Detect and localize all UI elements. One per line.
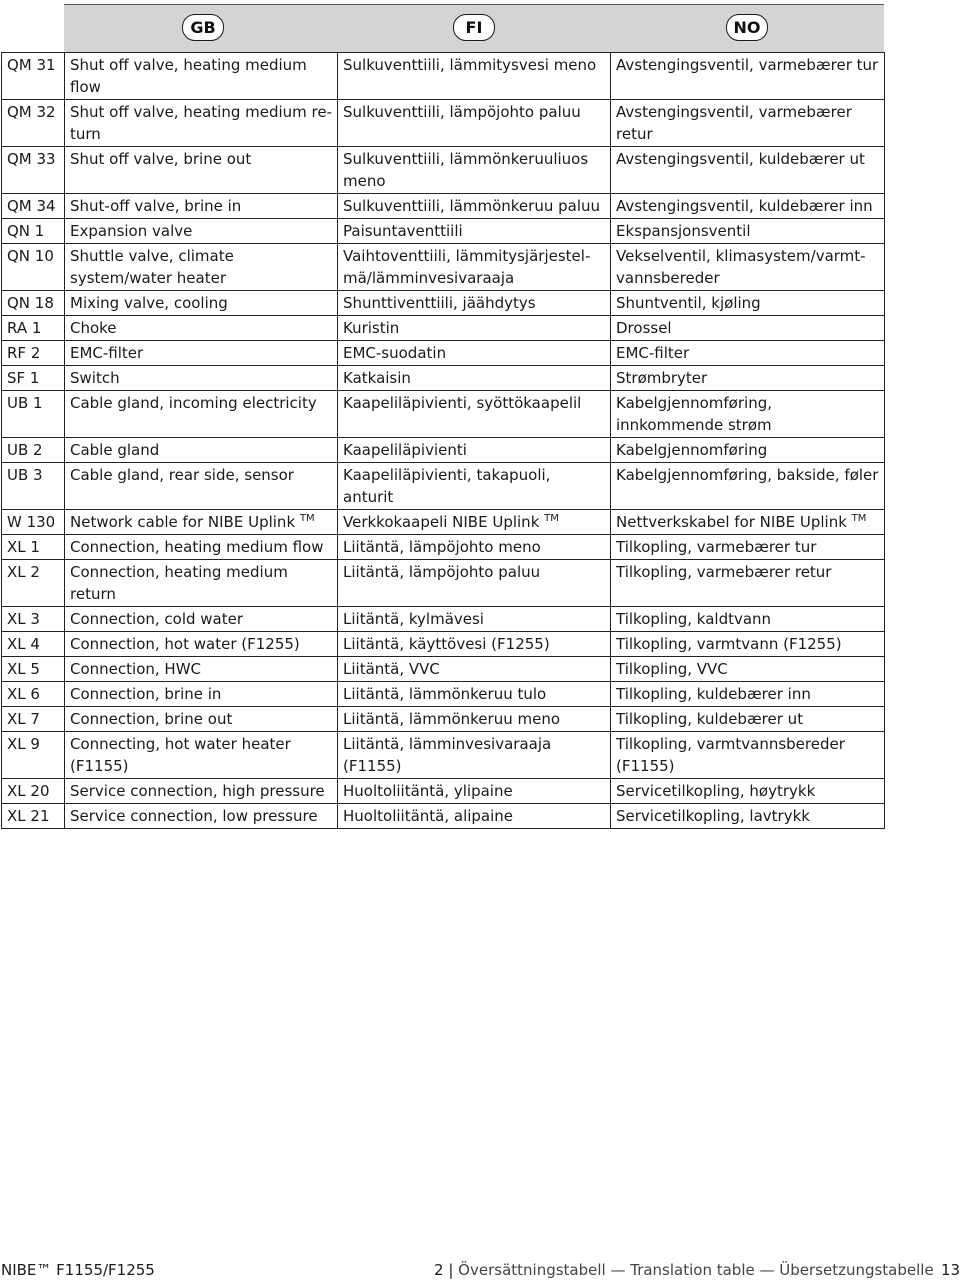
fi-cell [338, 244, 611, 291]
code-cell-text: XL 4 [7, 635, 40, 653]
footer-chapter [434, 1259, 934, 1281]
fi-cell-text: Kuristin [343, 319, 400, 337]
gb-cell [65, 707, 338, 732]
gb-cell [65, 560, 338, 607]
no-cell-text: Tilkopling, varmebærer tur [616, 538, 817, 556]
fi-cell-text: Verkkokaapeli NIBE Uplink [343, 513, 540, 531]
table-row [2, 291, 885, 316]
language-badge-gb: GB [182, 14, 224, 41]
fi-cell [338, 147, 611, 194]
table-row [2, 779, 885, 804]
code-cell [2, 100, 65, 147]
gb-cell [65, 779, 338, 804]
gb-cell-text: Expansion valve [70, 222, 193, 240]
no-cell [611, 194, 885, 219]
fi-cell-text: Liitäntä, VVC [343, 660, 440, 678]
code-cell-text: XL 2 [7, 563, 40, 581]
fi-cell-text: Sulkuventtiili, lämpöjohto paluu [343, 103, 581, 121]
code-cell [2, 194, 65, 219]
no-cell-text: Tilkopling, kaldtvann [616, 610, 772, 628]
code-cell [2, 291, 65, 316]
no-cell [611, 707, 885, 732]
gb-cell-text: Connection, brine in [70, 685, 222, 703]
translation-table [1, 52, 885, 829]
no-cell [611, 316, 885, 341]
fi-cell [338, 463, 611, 510]
fi-cell-text: Liitäntä, lämmönkeruu tulo [343, 685, 547, 703]
fi-cell-text: Kaapeliläpivienti, syöttökaapelil [343, 394, 582, 412]
no-cell [611, 535, 885, 560]
fi-cell-text: Liitäntä, lämpöjohto paluu [343, 563, 541, 581]
gb-cell-text: Connection, hot water (F1255) [70, 635, 300, 653]
no-cell-text: Avstengingsventil, kuldebærer ut [616, 150, 865, 168]
gb-cell [65, 219, 338, 244]
no-cell-text: Nettverkskabel for NIBE Uplink [616, 513, 847, 531]
code-cell [2, 316, 65, 341]
gb-cell [65, 463, 338, 510]
fi-cell-text: Paisuntaventtiili [343, 222, 463, 240]
no-cell-text: Servicetilkopling, høytrykk [616, 782, 816, 800]
code-cell-text: RF 2 [7, 344, 41, 362]
no-cell [611, 438, 885, 463]
table-row [2, 657, 885, 682]
gb-cell-text: Connecting, hot water heater (F1155) [70, 735, 291, 775]
code-cell [2, 707, 65, 732]
fi-cell-text: Sulkuventtiili, lämmönkeruu paluu [343, 197, 600, 215]
no-cell [611, 366, 885, 391]
language-header-bar [64, 4, 884, 52]
gb-cell [65, 732, 338, 779]
fi-cell [338, 560, 611, 607]
no-cell [611, 147, 885, 194]
code-cell [2, 804, 65, 829]
footer-chapter-number: 2 [434, 1261, 444, 1279]
fi-cell [338, 100, 611, 147]
gb-cell-text: Cable gland [70, 441, 160, 459]
no-cell-text: Tilkopling, varmtvannsbereder (F1155) [616, 735, 845, 775]
no-cell-text: Tilkopling, varmtvann (F1255) [616, 635, 842, 653]
code-cell-text: UB 2 [7, 441, 43, 459]
code-cell [2, 219, 65, 244]
gb-cell-text: Mixing valve, cooling [70, 294, 228, 312]
fi-cell [338, 194, 611, 219]
no-cell [611, 657, 885, 682]
no-cell-text: Kabelgjennomføring [616, 441, 768, 459]
code-cell [2, 682, 65, 707]
no-cell-text: Kabelgjennomføring, innkommende strøm [616, 394, 772, 434]
no-cell-text: Vekselventil, klimasystem/varmt- vannsbereder [616, 247, 866, 287]
gb-cell [65, 366, 338, 391]
fi-cell-text: Sulkuventtiili, lämmitysvesi meno [343, 56, 597, 74]
no-cell [611, 732, 885, 779]
gb-cell [65, 510, 338, 535]
fi-cell [338, 804, 611, 829]
no-cell-text: Avstengingsventil, kuldebærer inn [616, 197, 873, 215]
trademark-mark: TM [851, 513, 867, 524]
no-cell-text: EMC-filter [616, 344, 690, 362]
code-cell-text: QN 10 [7, 247, 54, 265]
code-cell [2, 779, 65, 804]
code-cell-text: RA 1 [7, 319, 42, 337]
no-cell [611, 341, 885, 366]
gb-cell-text: Service connection, low pressure [70, 807, 318, 825]
no-cell [611, 391, 885, 438]
fi-cell [338, 632, 611, 657]
code-cell [2, 244, 65, 291]
footer-page-number: 13 [941, 1261, 960, 1279]
gb-cell [65, 657, 338, 682]
fi-cell [338, 682, 611, 707]
fi-cell-text: Kaapeliläpivienti [343, 441, 467, 459]
code-cell-text: XL 5 [7, 660, 40, 678]
trademark-mark: TM [544, 513, 559, 524]
fi-cell [338, 657, 611, 682]
gb-cell-text: Network cable for NIBE Uplink [70, 513, 296, 531]
fi-cell-text: Liitäntä, lämmönkeruu meno [343, 710, 561, 728]
no-cell [611, 53, 885, 100]
gb-cell [65, 291, 338, 316]
gb-cell-text: EMC-filter [70, 344, 144, 362]
gb-cell [65, 244, 338, 291]
table-row [2, 366, 885, 391]
fi-cell-text: Shunttiventtiili, jäähdytys [343, 294, 536, 312]
table-row [2, 732, 885, 779]
gb-cell [65, 632, 338, 657]
gb-cell [65, 391, 338, 438]
fi-cell-text: Liitäntä, lämpöjohto meno [343, 538, 541, 556]
code-cell-text: W 130 [7, 513, 56, 531]
no-cell [611, 510, 885, 535]
gb-cell [65, 804, 338, 829]
fi-cell-text: EMC-suodatin [343, 344, 447, 362]
no-cell-text: Ekspansjonsventil [616, 222, 751, 240]
fi-cell [338, 316, 611, 341]
table-row [2, 100, 885, 147]
gb-cell-text: Switch [70, 369, 120, 387]
fi-cell [338, 438, 611, 463]
table-row [2, 607, 885, 632]
fi-cell-text: Katkaisin [343, 369, 411, 387]
fi-cell [338, 732, 611, 779]
fi-cell-text: Liitäntä, lämminvesivaraaja (F1155) [343, 735, 552, 775]
fi-cell [338, 535, 611, 560]
code-cell-text: UB 3 [7, 466, 43, 484]
language-badge-no: NO [726, 14, 768, 41]
no-cell [611, 291, 885, 316]
fi-cell-text: Huoltoliitäntä, ylipaine [343, 782, 513, 800]
gb-cell [65, 194, 338, 219]
no-cell-text: Tilkopling, VVC [616, 660, 728, 678]
trademark-mark: TM [299, 513, 315, 524]
fi-cell [338, 607, 611, 632]
gb-cell [65, 341, 338, 366]
fi-cell-text: Sulkuventtiili, lämmönkeruuliuos meno [343, 150, 589, 190]
gb-cell [65, 535, 338, 560]
gb-cell [65, 147, 338, 194]
code-cell [2, 53, 65, 100]
gb-cell-text: Connection, HWC [70, 660, 201, 678]
gb-cell-text: Service connection, high pressure [70, 782, 325, 800]
fi-cell [338, 341, 611, 366]
table-row [2, 438, 885, 463]
no-cell [611, 100, 885, 147]
footer-product: NIBE™ F1155/F1255 [1, 1261, 155, 1279]
no-cell-text: Avstengingsventil, varmebærer tur [616, 56, 879, 74]
no-cell [611, 779, 885, 804]
table-row [2, 219, 885, 244]
table-row [2, 194, 885, 219]
table-row [2, 535, 885, 560]
gb-cell-text: Connection, heating medium return [70, 563, 288, 603]
no-cell-text: Strømbryter [616, 369, 708, 387]
code-cell [2, 607, 65, 632]
no-cell-text: Drossel [616, 319, 672, 337]
code-cell-text: XL 6 [7, 685, 40, 703]
gb-cell [65, 53, 338, 100]
code-cell [2, 560, 65, 607]
language-badge-fi: FI [453, 14, 495, 41]
no-cell [611, 632, 885, 657]
code-cell-text: QM 33 [7, 150, 56, 168]
footer-separator: | [448, 1261, 454, 1279]
fi-cell [338, 53, 611, 100]
gb-cell [65, 100, 338, 147]
code-cell-text: XL 9 [7, 735, 40, 753]
gb-cell-text: Shuttle valve, climate system/water heater [70, 247, 234, 287]
code-cell [2, 341, 65, 366]
gb-cell-text: Shut-off valve, brine in [70, 197, 242, 215]
table-row [2, 804, 885, 829]
code-cell-text: XL 1 [7, 538, 40, 556]
no-cell [611, 463, 885, 510]
code-cell [2, 147, 65, 194]
fi-cell [338, 707, 611, 732]
no-cell-text: Tilkopling, varmebærer retur [616, 563, 832, 581]
table-row [2, 560, 885, 607]
code-cell-text: XL 3 [7, 610, 40, 628]
table-row [2, 632, 885, 657]
table-row [2, 707, 885, 732]
no-cell [611, 560, 885, 607]
code-cell [2, 657, 65, 682]
no-cell-text: Tilkopling, kuldebærer inn [616, 685, 811, 703]
table-row [2, 463, 885, 510]
code-cell-text: QN 1 [7, 222, 45, 240]
no-cell [611, 219, 885, 244]
code-cell-text: QM 34 [7, 197, 56, 215]
table-row [2, 53, 885, 100]
fi-cell [338, 779, 611, 804]
code-cell [2, 632, 65, 657]
no-cell [611, 607, 885, 632]
fi-cell [338, 219, 611, 244]
gb-cell [65, 607, 338, 632]
code-cell-text: UB 1 [7, 394, 43, 412]
no-cell [611, 244, 885, 291]
gb-cell-text: Connection, brine out [70, 710, 233, 728]
code-cell [2, 391, 65, 438]
fi-cell-text: Huoltoliitäntä, alipaine [343, 807, 514, 825]
gb-cell-text: Shut off valve, heating medium flow [70, 56, 307, 96]
code-cell-text: XL 21 [7, 807, 50, 825]
no-cell-text: Shuntventil, kjøling [616, 294, 761, 312]
table-row [2, 341, 885, 366]
code-cell-text: QN 18 [7, 294, 54, 312]
code-cell-text: XL 20 [7, 782, 50, 800]
table-row [2, 682, 885, 707]
code-cell [2, 535, 65, 560]
gb-cell [65, 438, 338, 463]
gb-cell [65, 682, 338, 707]
code-cell [2, 732, 65, 779]
gb-cell-text: Shut off valve, heating medium re- turn [70, 103, 333, 143]
footer-chapter-title: Översättningstabell — Translation table — Übersetzungstabelle [458, 1261, 934, 1279]
no-cell-text: Servicetilkopling, lavtrykk [616, 807, 810, 825]
code-cell [2, 366, 65, 391]
fi-cell-text: Liitäntä, kylmävesi [343, 610, 484, 628]
fi-cell [338, 291, 611, 316]
fi-cell [338, 510, 611, 535]
code-cell [2, 463, 65, 510]
gb-cell [65, 316, 338, 341]
code-cell-text: SF 1 [7, 369, 40, 387]
table-row [2, 147, 885, 194]
gb-cell-text: Choke [70, 319, 117, 337]
no-cell [611, 804, 885, 829]
code-cell-text: XL 7 [7, 710, 40, 728]
no-cell-text: Kabelgjennomføring, bakside, føler [616, 466, 879, 484]
code-cell [2, 438, 65, 463]
fi-cell-text: Liitäntä, käyttövesi (F1255) [343, 635, 550, 653]
table-row [2, 391, 885, 438]
gb-cell-text: Cable gland, rear side, sensor [70, 466, 294, 484]
fi-cell [338, 391, 611, 438]
table-row [2, 244, 885, 291]
no-cell-text: Avstengingsventil, varmebærer retur [616, 103, 852, 143]
gb-cell-text: Connection, cold water [70, 610, 244, 628]
gb-cell-text: Cable gland, incoming electricity [70, 394, 317, 412]
gb-cell-text: Shut off valve, brine out [70, 150, 252, 168]
table-row [2, 316, 885, 341]
table-row [2, 510, 885, 535]
code-cell-text: QM 32 [7, 103, 56, 121]
fi-cell-text: Kaapeliläpivienti, takapuoli, anturit [343, 466, 551, 506]
code-cell-text: QM 31 [7, 56, 56, 74]
gb-cell-text: Connection, heating medium flow [70, 538, 324, 556]
fi-cell [338, 366, 611, 391]
no-cell-text: Tilkopling, kuldebærer ut [616, 710, 804, 728]
code-cell [2, 510, 65, 535]
fi-cell-text: Vaihtoventtiili, lämmitysjärjestel- mä/lämminvesivaraaja [343, 247, 591, 287]
no-cell [611, 682, 885, 707]
